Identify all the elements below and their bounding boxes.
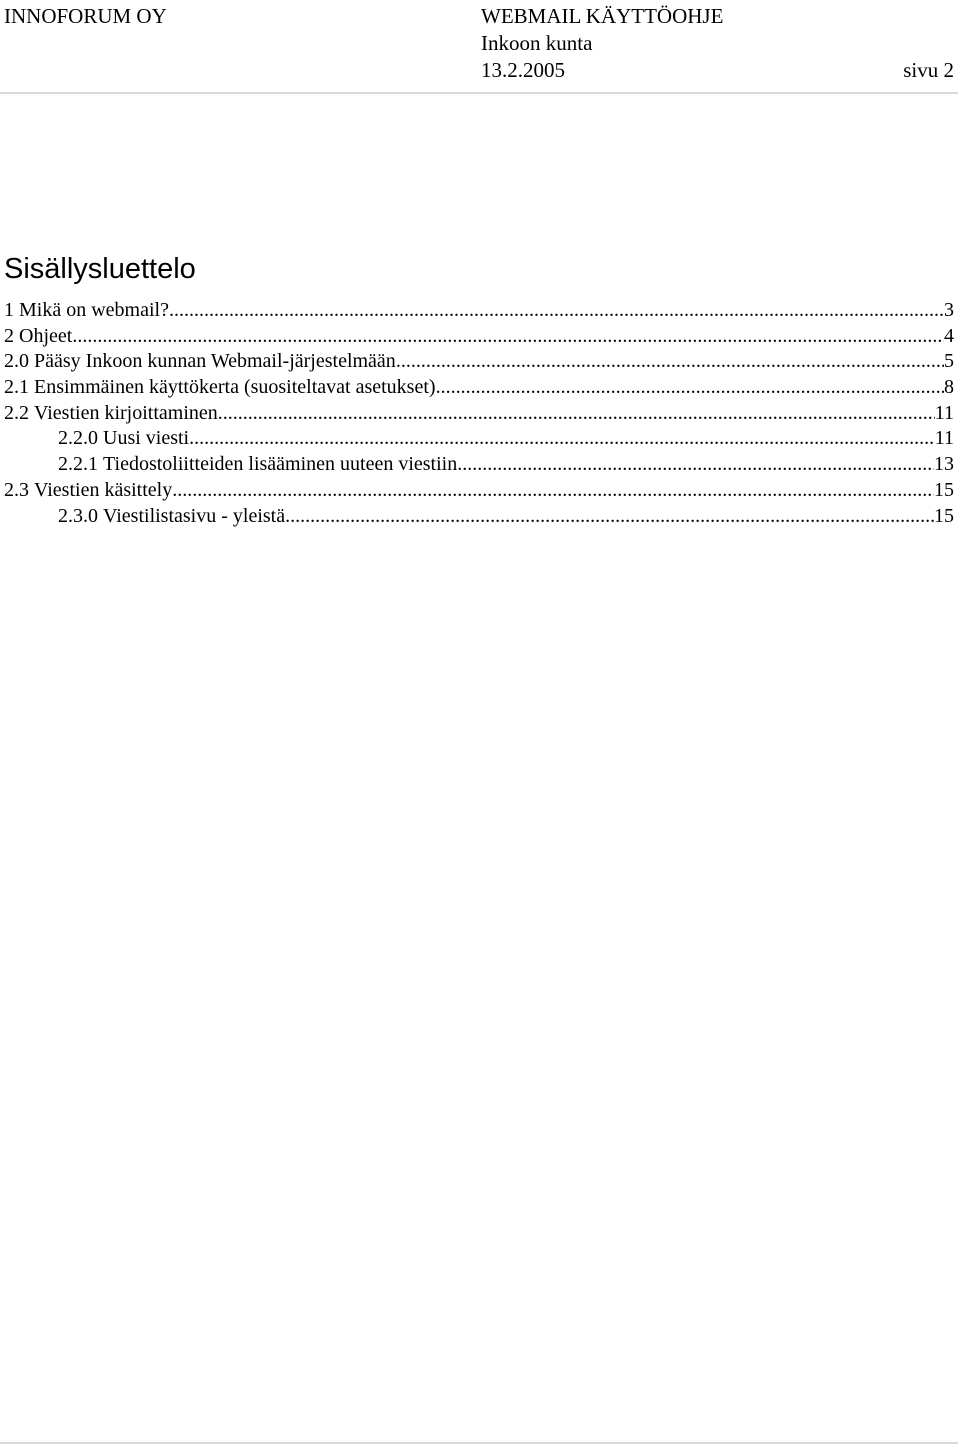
toc-entry[interactable]: [0, 452, 954, 478]
toc-dot-leader: [189, 426, 935, 452]
toc-entry-number: 2: [4, 324, 14, 347]
page-number: sivu 2: [903, 58, 954, 82]
toc-entry-text: Tiedostoliitteiden lisääminen uuteen viestiin: [103, 453, 458, 476]
toc-entry-page: 11: [934, 401, 954, 424]
company-name: INNOFORUM OY: [4, 4, 167, 28]
toc-dot-leader: [172, 478, 934, 504]
toc-entry-number: 2.1: [4, 376, 29, 399]
toc-entry-page: 15: [934, 478, 954, 501]
toc-dot-leader: [285, 504, 934, 530]
toc-entry[interactable]: [0, 298, 954, 324]
toc-entry-text: Uusi viesti: [103, 427, 190, 450]
toc-entry[interactable]: [0, 349, 954, 375]
toc-dot-leader: [218, 401, 935, 427]
toc-entry-text: Viestilistasivu - yleistä: [103, 504, 286, 527]
toc-dot-leader: [169, 298, 944, 324]
toc-entry-text: Viestien käsittely: [34, 478, 173, 501]
toc-entry-number: 2.0: [4, 350, 29, 373]
toc-entry[interactable]: [0, 504, 954, 530]
toc-entry-text: Pääsy Inkoon kunnan Webmail-järjestelmään: [34, 350, 396, 373]
toc-entry-text: Ensimmäinen käyttökerta (suositeltavat asetukset): [34, 376, 436, 399]
toc-entry-number: 2.2.1: [58, 453, 98, 476]
toc-dot-leader: [436, 375, 944, 401]
toc-entry-number: 2.2.0: [58, 427, 98, 450]
toc-dot-leader: [457, 452, 934, 478]
document-title: WEBMAIL KÄYTTÖOHJE: [481, 4, 724, 28]
toc-entry[interactable]: [0, 426, 954, 452]
toc-entry-page: 3: [944, 299, 954, 321]
toc-entry-number: 1: [4, 299, 14, 321]
toc-entry-page: 15: [934, 504, 954, 527]
toc-entry-page: 5: [944, 350, 954, 373]
toc-entry[interactable]: [0, 375, 954, 401]
toc-dot-leader: [72, 324, 944, 350]
toc-entry-page: 11: [934, 427, 954, 450]
toc-entry-number: 2.3.0: [58, 504, 98, 527]
toc-entry[interactable]: [0, 478, 954, 504]
toc-title: Sisällysluettelo: [4, 253, 196, 285]
toc-entry-number: 2.3: [4, 478, 29, 501]
header-divider: [0, 92, 958, 94]
toc-entry-number: 2.2: [4, 401, 29, 424]
toc-entry-text: Ohjeet: [19, 324, 73, 347]
toc-entry-page: 4: [944, 324, 954, 347]
organization-name: Inkoon kunta: [481, 31, 593, 55]
toc-entry[interactable]: [0, 401, 954, 427]
toc-dot-leader: [396, 349, 944, 375]
toc-entry-text: Mikä on webmail?: [19, 299, 169, 321]
table-of-contents: [0, 298, 954, 529]
toc-entry-text: Viestien kirjoittaminen: [34, 401, 218, 424]
toc-entry-page: 8: [944, 376, 954, 399]
toc-entry-page: 13: [934, 453, 954, 476]
toc-entry[interactable]: [0, 324, 954, 350]
footer-divider: [0, 1442, 958, 1444]
document-date: 13.2.2005: [481, 58, 565, 82]
page-header: [0, 0, 960, 96]
